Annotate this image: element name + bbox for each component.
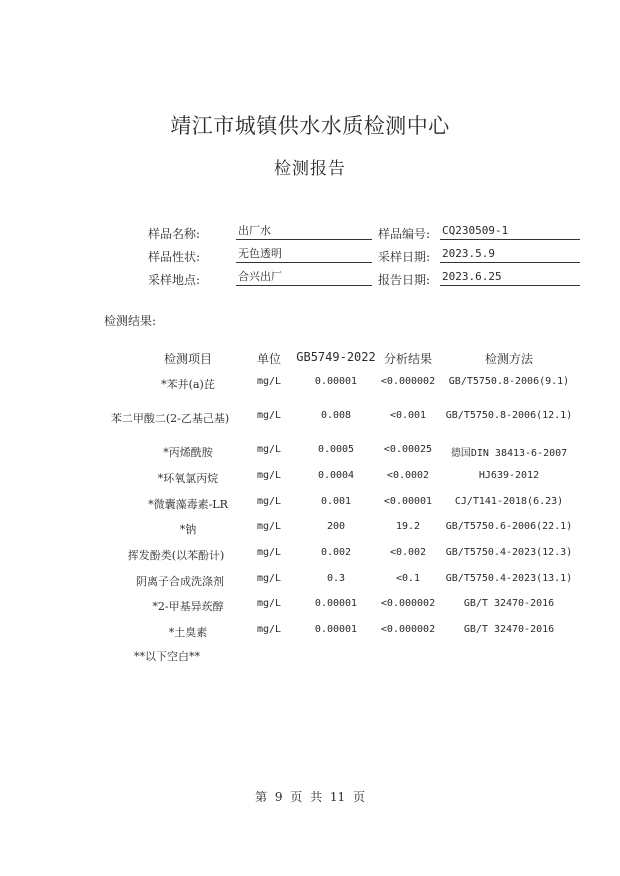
row-result: <0.002 — [389, 547, 427, 558]
report-date-label: 报告日期: — [378, 273, 431, 287]
header-unit: 单位 — [256, 352, 282, 366]
table-row — [0, 598, 620, 616]
row-limit: 0.001 — [320, 496, 352, 507]
row-method: GB/T5750.4-2023(12.3) — [445, 547, 573, 558]
row-unit: mg/L — [256, 521, 282, 532]
table-row — [0, 470, 620, 488]
header-method: 检测方法 — [484, 352, 534, 366]
row-item: *环氧氯丙烷 — [157, 472, 219, 485]
row-limit: 0.008 — [320, 410, 352, 421]
table-row — [0, 444, 620, 462]
row-unit: mg/L — [256, 573, 282, 584]
header-result: 分析结果 — [383, 352, 433, 366]
row-item: *2-甲基异莰醇 — [152, 600, 224, 613]
row-unit: mg/L — [256, 598, 282, 609]
table-row — [0, 521, 620, 539]
row-result: <0.000002 — [380, 598, 436, 609]
row-method: GB/T5750.6-2006(22.1) — [445, 521, 573, 532]
table-row — [0, 547, 620, 565]
row-item: *丙烯酰胺 — [163, 446, 213, 459]
row-unit: mg/L — [256, 496, 282, 507]
row-item: *钠 — [179, 523, 197, 536]
sample-name-label: 样品名称: — [148, 227, 201, 241]
row-limit: 0.0005 — [317, 444, 355, 455]
row-result: <0.001 — [389, 410, 427, 421]
table-header — [0, 350, 620, 368]
row-limit: 0.00001 — [314, 624, 358, 635]
table-row — [0, 496, 620, 514]
table-row — [0, 410, 620, 428]
row-limit: 200 — [326, 521, 346, 532]
row-item: *土臭素 — [168, 626, 208, 639]
header-standard: GB5749-2022 — [296, 350, 376, 364]
sample-number-label: 样品编号: — [378, 227, 431, 241]
row-item: 苯二甲酸二(2-乙基己基) — [110, 412, 230, 425]
sampling-date-label: 采样日期: — [378, 250, 431, 264]
row-method: GB/T5750.4-2023(13.1) — [445, 573, 573, 584]
sampling-location-value: 合兴出厂 — [236, 269, 372, 286]
table-row — [0, 624, 620, 642]
row-result: <0.00025 — [383, 444, 433, 455]
row-result: <0.000002 — [380, 376, 436, 387]
row-method: GB/T5750.8-2006(9.1) — [448, 376, 570, 387]
row-result: <0.00001 — [383, 496, 433, 507]
row-item: *苯并(a)芘 — [161, 378, 215, 391]
row-method: GB/T 32470-2016 — [463, 598, 555, 609]
row-limit: 0.0004 — [317, 470, 355, 481]
header-item: 检测项目 — [163, 352, 213, 366]
row-result: 19.2 — [395, 521, 421, 532]
sample-number-value: CQ230509-1 — [440, 223, 580, 240]
row-result: <0.000002 — [380, 624, 436, 635]
sample-property-value: 无色透明 — [236, 246, 372, 263]
row-unit: mg/L — [256, 624, 282, 635]
row-limit: 0.3 — [326, 573, 346, 584]
page-number: 第 9 页 共 11 页 — [255, 790, 365, 804]
sampling-location-label: 采样地点: — [148, 273, 201, 287]
row-item: 挥发酚类(以苯酚计) — [127, 549, 225, 562]
report-date-value: 2023.6.25 — [440, 269, 580, 286]
row-method: CJ/T141-2018(6.23) — [454, 496, 564, 507]
row-method: HJ639-2012 — [478, 470, 540, 481]
sample-property-label: 样品性状: — [148, 250, 201, 264]
row-item: 阴离子合成洗涤剂 — [136, 575, 224, 588]
row-limit: 0.00001 — [314, 376, 358, 387]
row-unit: mg/L — [256, 547, 282, 558]
row-result: <0.1 — [395, 573, 421, 584]
report-subtitle: 检测报告 — [274, 159, 346, 179]
report-org-title: 靖江市城镇供水水质检测中心 — [170, 114, 450, 138]
sample-name-value: 出厂水 — [236, 223, 372, 240]
row-method: 德国DIN 38413-6-2007 — [450, 448, 568, 459]
blank-note: **以下空白** — [134, 650, 200, 663]
row-unit: mg/L — [256, 470, 282, 481]
sampling-date-value: 2023.5.9 — [440, 246, 580, 263]
row-unit: mg/L — [256, 410, 282, 421]
row-limit: 0.00001 — [314, 598, 358, 609]
row-method: GB/T5750.8-2006(12.1) — [445, 410, 573, 421]
row-result: <0.0002 — [386, 470, 430, 481]
row-limit: 0.002 — [320, 547, 352, 558]
row-method: GB/T 32470-2016 — [463, 624, 555, 635]
row-item: *微囊藻毒素-LR — [148, 498, 228, 511]
row-unit: mg/L — [256, 376, 282, 387]
results-label: 检测结果: — [104, 314, 157, 328]
table-row — [0, 573, 620, 591]
table-row — [0, 376, 620, 394]
row-unit: mg/L — [256, 444, 282, 455]
